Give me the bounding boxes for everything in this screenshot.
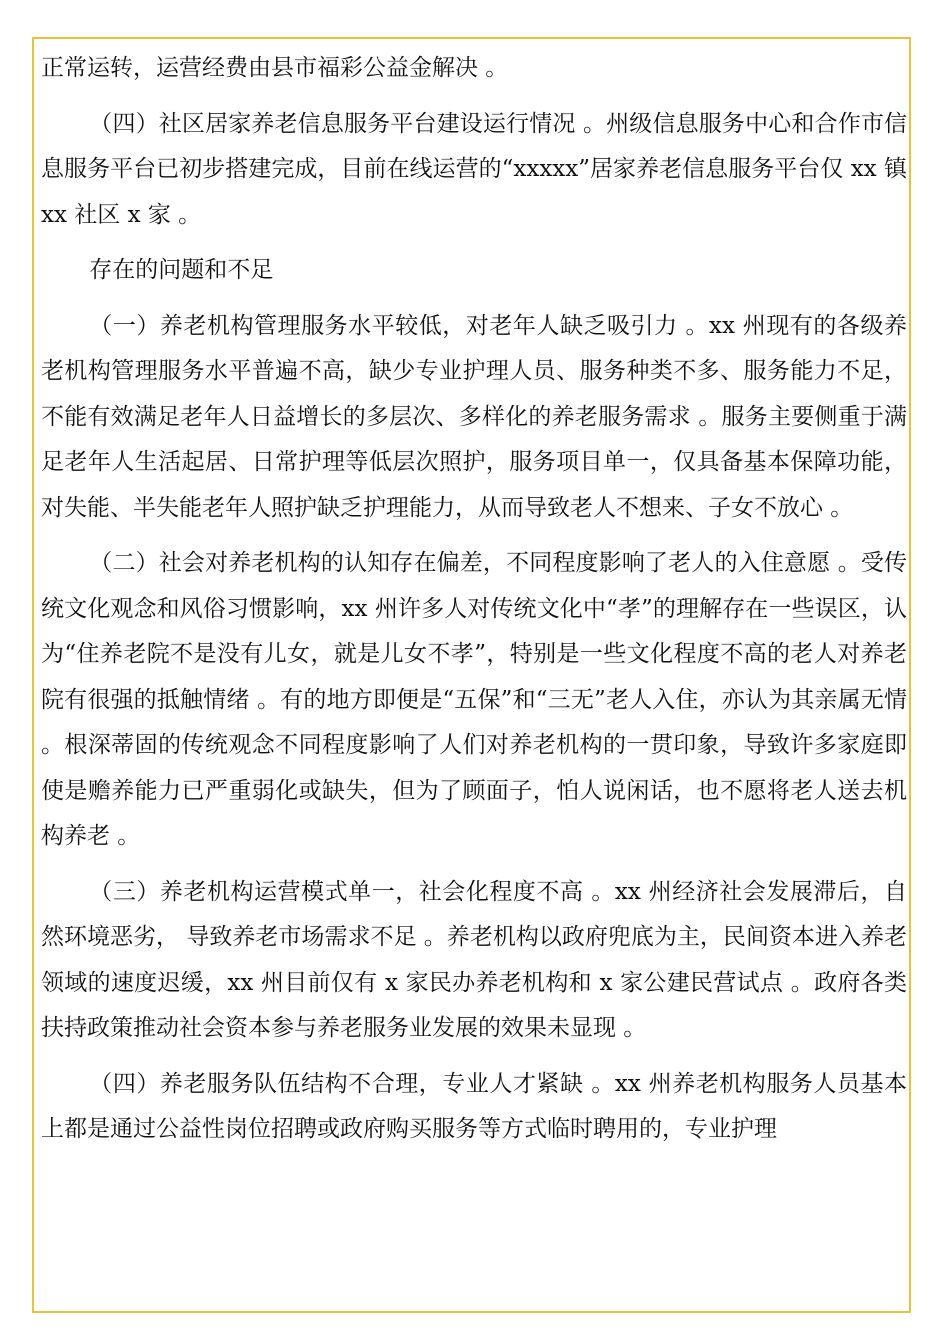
paragraph-continuation: 正常运转，运营经费由县市福彩公益金解决 。 (41, 55, 509, 81)
paragraph-problem-1: （一）养老机构管理服务水平较低，对老年人缺乏吸引力 。xx 州现有的各级养老机构管理服务水平普遍不高，缺少专业护理人员、服务种类不多、服务能力不足，不能有效满足老年人日益增长的多层次、多样化的养老服务需求 。服务主要侧重于满足老年人生活起居、日常护理等低层次照护，服务项目单一，仅具备基本保障功能，对失能、半失能老年人照护缺乏护理能力，从而导致老人不想来、子女不放心 。 (41, 312, 907, 521)
paragraph-platform-status: （四）社区居家养老信息服务平台建设运行情况 。州级信息服务中心和合作市信息服务平台已初步搭建完成，目前在线运营的“xxxxx”居家养老信息服务平台仅 xx 镇 xx 社区 x 家 。 (41, 110, 907, 228)
paragraph-problem-2: （二）社会对养老机构的认知存在偏差，不同程度影响了老人的入住意愿 。受传统文化观念和风俗习惯影响，xx 州许多人对传统文化中“孝”的理解存在一些误区，认为“住养老院不是没有儿女，就是儿女不孝”，特别是一些文化程度不高的老人对养老院有很强的抵触情绪 。有的地方即便是“五保”和“三无”老人入住，亦认为其亲属无情 。根深蒂固的传统观念不同程度影响了人们对养老机构的一贯印象，导致许多家庭即使是赡养能力已严重弱化或缺失，但为了顾面子，怕人说闲话，也不愿将老人送去机构养老 。 (41, 550, 907, 849)
document-body (41, 46, 907, 1163)
section-heading-problems: 存在的问题和不足 (89, 257, 274, 283)
paragraph-problem-3: （三）养老机构运营模式单一，社会化程度不高 。xx 州经济社会发展滞后，自然环境恶劣， 导致养老市场需求不足 。养老机构以政府兜底为主，民间资本进入养老领域的速度迟缓，xx 州目前仅有 x 家民办养老机构和 x 家公建民营试点 。政府各类扶持政策推动社会资本参与养老服务业发展的效果未显现 。 (41, 878, 907, 1041)
paragraph-problem-4: （四）养老服务队伍结构不合理，专业人才紧缺 。xx 州养老机构服务人员基本上都是通过公益性岗位招聘或政府购买服务等方式临时聘用的，专业护理 (41, 1070, 907, 1142)
